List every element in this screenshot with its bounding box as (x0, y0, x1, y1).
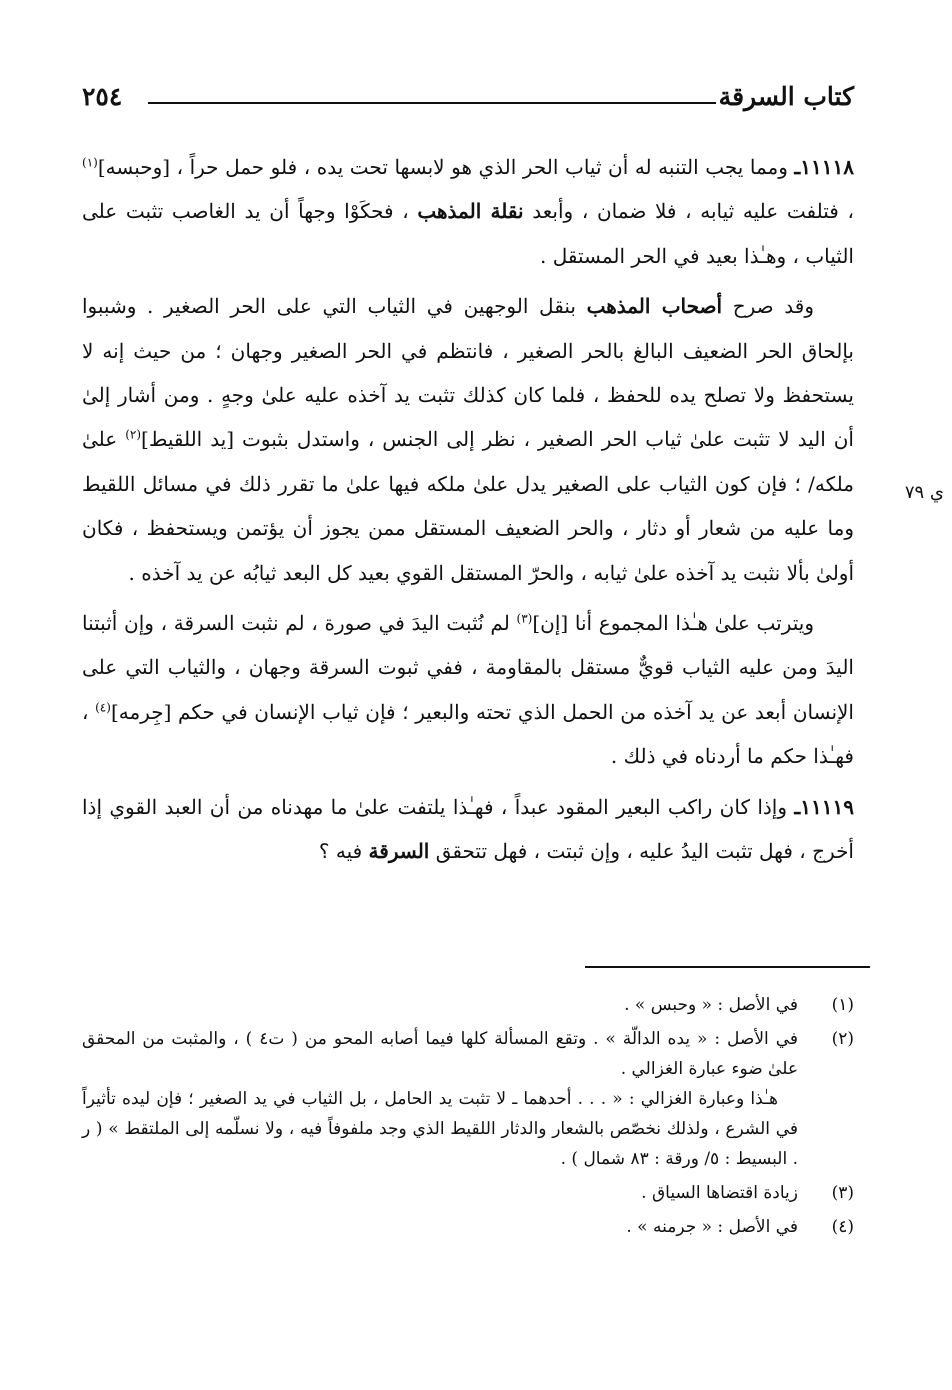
paragraph-text: ، فتلفت عليه ثيابه ، فلا ضمان ، وأبعد (523, 199, 854, 224)
page-header (82, 78, 854, 118)
bold-term: نقلة المذهب (417, 199, 524, 224)
paragraph-text: بنقل الوجهين في الثياب التي على الحر الصغير . وشببوا بإلحاق الحر الضعيف البالغ بالحر الصغير ، فانتظم في الحر الصغير وجهان ؛ من حيث إنه لا يستحفظ ولا تصلح يده للحفظ ، فلما كان كذلك تثبت يد آخذه عليه علىٰ وجهٍ . ومن أشار إلىٰ أن اليد لا تثبت علىٰ ثياب الحر الصغير ، نظر إلى الجنس ، واستدل بثبوت [يد اللقيط] (82, 294, 854, 452)
paragraph-text: ، فهـٰذا حكم ما أردناه في ذلك . (82, 699, 854, 769)
paragraph-text: لم نُثبت اليدَ في صورة ، لم نثبت السرقة ، وإن أثبتنا اليدَ ومن عليه الثياب قويٌّ مستقل بالمقاومة ، ففي ثبوت السرقة وجهان ، والثياب التي على الإنسان أبعد عن يد آخذه من الحمل الذي تحته والبعير ؛ فإن ثياب الإنسان في حكم [جِرمه] (82, 611, 854, 724)
paragraph-11119 (82, 785, 854, 874)
footnote-text: في الأصل : « يده الدالّة » . وتقع المسألة كلها فيما أصابه المحو من ( ت٤ ) ، والمثبت من المحقق علىٰ ضوء عبارة الغزالي . (82, 1029, 798, 1079)
footnote-number: (٣) (831, 1183, 854, 1203)
footnote-3 (82, 1178, 854, 1208)
paragraph-text: فيه ؟ (318, 839, 369, 864)
header-rule (148, 102, 716, 104)
paragraph-text: ، فحكَوْا وجهاً أن يد الغاصب تثبت على الثياب ، وهـٰذا بعيد في الحر المستقل . (82, 199, 854, 268)
main-text (82, 145, 854, 874)
footnote-text: في الأصل : « وحبس » . (624, 995, 798, 1015)
page-number: ٢٥٤ (82, 82, 123, 111)
bold-term: أصحاب المذهب (586, 294, 723, 319)
footnote-text: في الأصل : « جرمنه » . (626, 1217, 798, 1237)
bold-term: السرقة (368, 839, 430, 864)
footnote-number: (٢) (831, 1029, 854, 1049)
footnote-1 (82, 990, 854, 1020)
margin-folio-note: ي ٧٩ (904, 482, 944, 503)
paragraph-school-opinion (82, 284, 854, 595)
paragraph-text: ويترتب علىٰ هـٰذا المجموع أنا [إن] (532, 611, 814, 636)
footnotes (82, 990, 854, 1246)
paragraph-text: ومما يجب التنبه له أن ثياب الحر الذي هو لابسها تحت يده ، فلو حمل حراً ، [وحبسه] (97, 155, 795, 179)
footnote-ref: (٢) (125, 427, 142, 442)
footnote-4 (82, 1212, 854, 1242)
footnote-2 (82, 1024, 854, 1174)
issue-number: ١١١١٨ـ (794, 155, 854, 179)
paragraph-11118 (82, 145, 854, 278)
footnote-text: زيادة اقتضاها السياق . (641, 1183, 798, 1203)
running-title: كتاب السرقة (718, 82, 854, 111)
paragraph-text: وإذا كان راكب البعير المقود عبداً ، فهـٰذا يلتفت علىٰ ما مهدناه من أن العبد القوي إذا أخرج ، فهل تثبت اليدُ عليه ، وإن ثبتت ، فهل تتحقق (82, 794, 854, 864)
issue-number: ١١١١٩ـ (794, 794, 854, 819)
footnote-number: (٤) (831, 1217, 854, 1237)
footnote-number: (١) (831, 995, 854, 1015)
footnote-ref: (٤) (95, 700, 111, 715)
footnote-quote: هـٰذا وعبارة الغزالي : « . . . أحدهما ـ لا تثبت يد الحامل ، بل الثياب في يد الصغير ؛ فإن ليده تأثيراً في الشرع ، ولذلك نخصّص بالشعار والدثار اللقيط الذي وجد ملفوفاً فيه ، ولا نسلّمه إلى الملتقط » ( ر . البسيط : ٥/ ورقة : ٨٣ شمال ) . (82, 1089, 798, 1169)
footnote-ref: (١) (82, 155, 98, 170)
footnote-separator (585, 966, 870, 968)
paragraph-text: وقد صرح (722, 294, 814, 319)
paragraph-text: علىٰ ملكه/ ؛ فإن كون الثياب على الصغير يدل علىٰ ملكه فيها علىٰ ما تقرر ذلك في مسائل اللقيط وما عليه من شعار أو دثار ، والحر الضعيف المستقل ممن يجوز أن يؤتمن ويستحفظ ، فكان أولىٰ بألا نثبت يد آخذه علىٰ ثيابه ، والحرّ المستقل القوي بعيد كل البعد ثيابُه عن يد آخذه . (82, 427, 854, 585)
footnote-ref: (٣) (516, 611, 533, 626)
paragraph-consequence (82, 601, 854, 779)
